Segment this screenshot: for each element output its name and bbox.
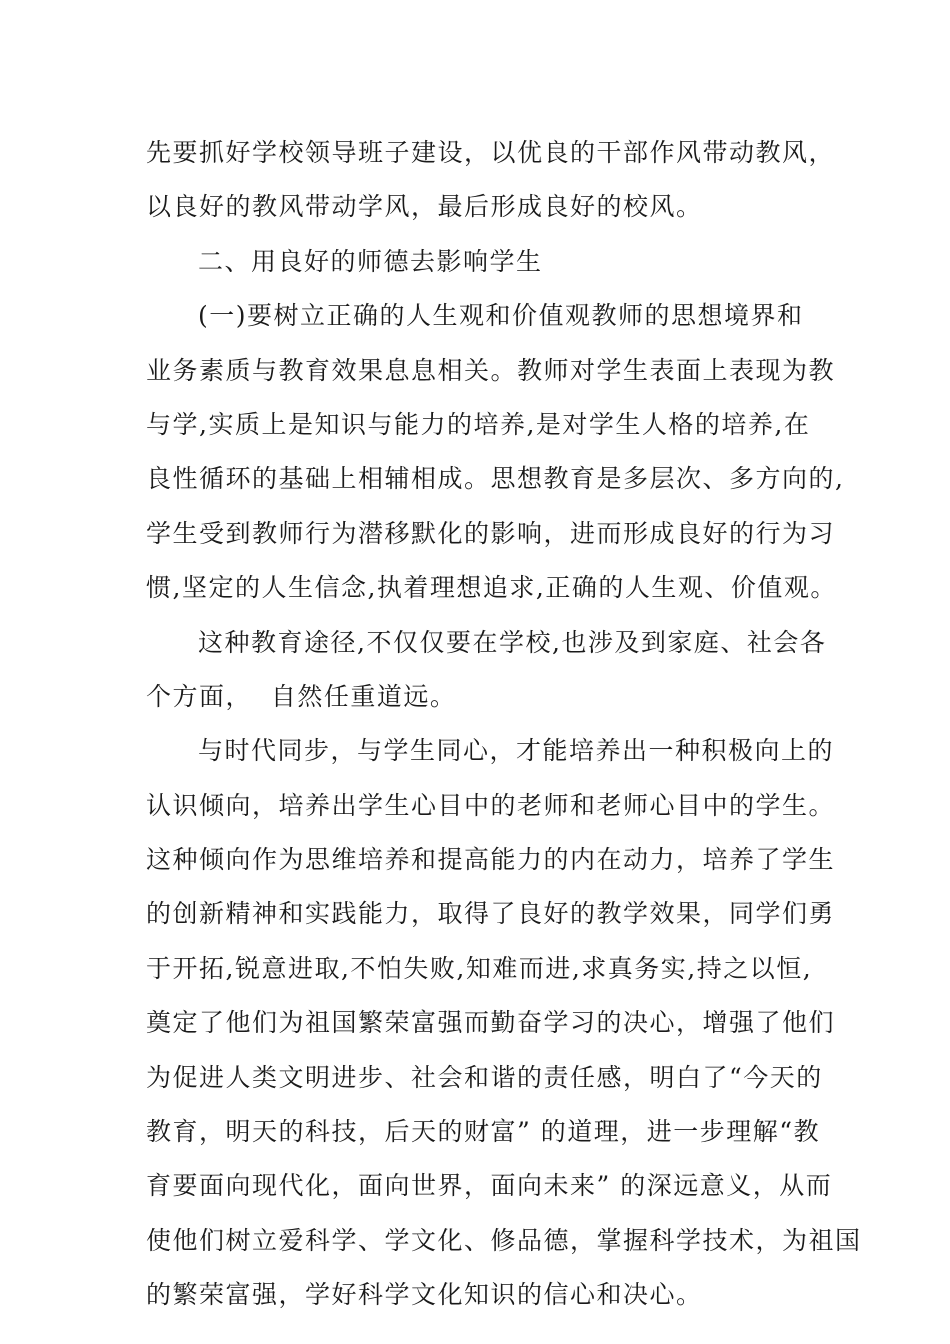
text-line: 为促进人类文明进步、社会和谐的责任感，明白了“今天的 bbox=[146, 1062, 823, 1092]
subsection-heading: (一)要树立正确的人生观和价值观教师的思想境界和 bbox=[198, 301, 804, 331]
text-line: 育要面向现代化，面向世界，面向未来” 的深远意义，从而 bbox=[146, 1171, 833, 1201]
text-line: 以良好的教风带动学风，最后形成良好的校风。 bbox=[146, 192, 703, 222]
text-line: 与学,实质上是知识与能力的培养,是对学生人格的培养,在 bbox=[146, 409, 811, 439]
text-line: 奠定了他们为祖国繁荣富强而勤奋学习的决心，增强了他们 bbox=[146, 1008, 836, 1038]
text-line: 良性循环的基础上相辅相成。思想教育是多层次、多方向的, bbox=[146, 464, 845, 494]
text-line: 教育，明天的科技，后天的财富” 的道理，进一步理解“教 bbox=[146, 1117, 821, 1147]
text-line: 的繁荣富强，学好科学文化知识的信心和决心。 bbox=[146, 1280, 703, 1310]
text-line: 这种倾向作为思维培养和提高能力的内在动力，培养了学生 bbox=[146, 845, 836, 875]
text-line: 于开拓,锐意进取,不怕失败,知难而进,求真务实,持之以恒, bbox=[146, 953, 813, 983]
text-line: 学生受到教师行为潜移默化的影响，进而形成良好的行为习 bbox=[146, 518, 836, 548]
text-line: 个方面， 自然任重道远。 bbox=[146, 681, 457, 711]
paragraph-start: 这种教育途径,不仅仅要在学校,也涉及到家庭、社会各 bbox=[198, 627, 827, 657]
text-line: 使他们树立爱科学、学文化、修品德，掌握科学技术，为祖国 bbox=[146, 1225, 862, 1255]
section-heading: 二、用良好的师德去影响学生 bbox=[198, 246, 543, 276]
text-line: 认识倾向，培养出学生心目中的老师和老师心目中的学生。 bbox=[146, 790, 836, 820]
text-line: 的创新精神和实践能力，取得了良好的教学效果，同学们勇 bbox=[146, 899, 836, 929]
text-line: 业务素质与教育效果息息相关。教师对学生表面上表现为教 bbox=[146, 355, 836, 385]
text-line: 惯,坚定的人生信念,执着理想追求,正确的人生观、价值观。 bbox=[146, 573, 837, 603]
text-line: 先要抓好学校领导班子建设，以优良的干部作风带动教风， bbox=[146, 138, 836, 167]
body-text bbox=[146, 126, 862, 1323]
paragraph-start: 与时代同步，与学生同心，才能培养出一种积极向上的 bbox=[198, 736, 835, 766]
